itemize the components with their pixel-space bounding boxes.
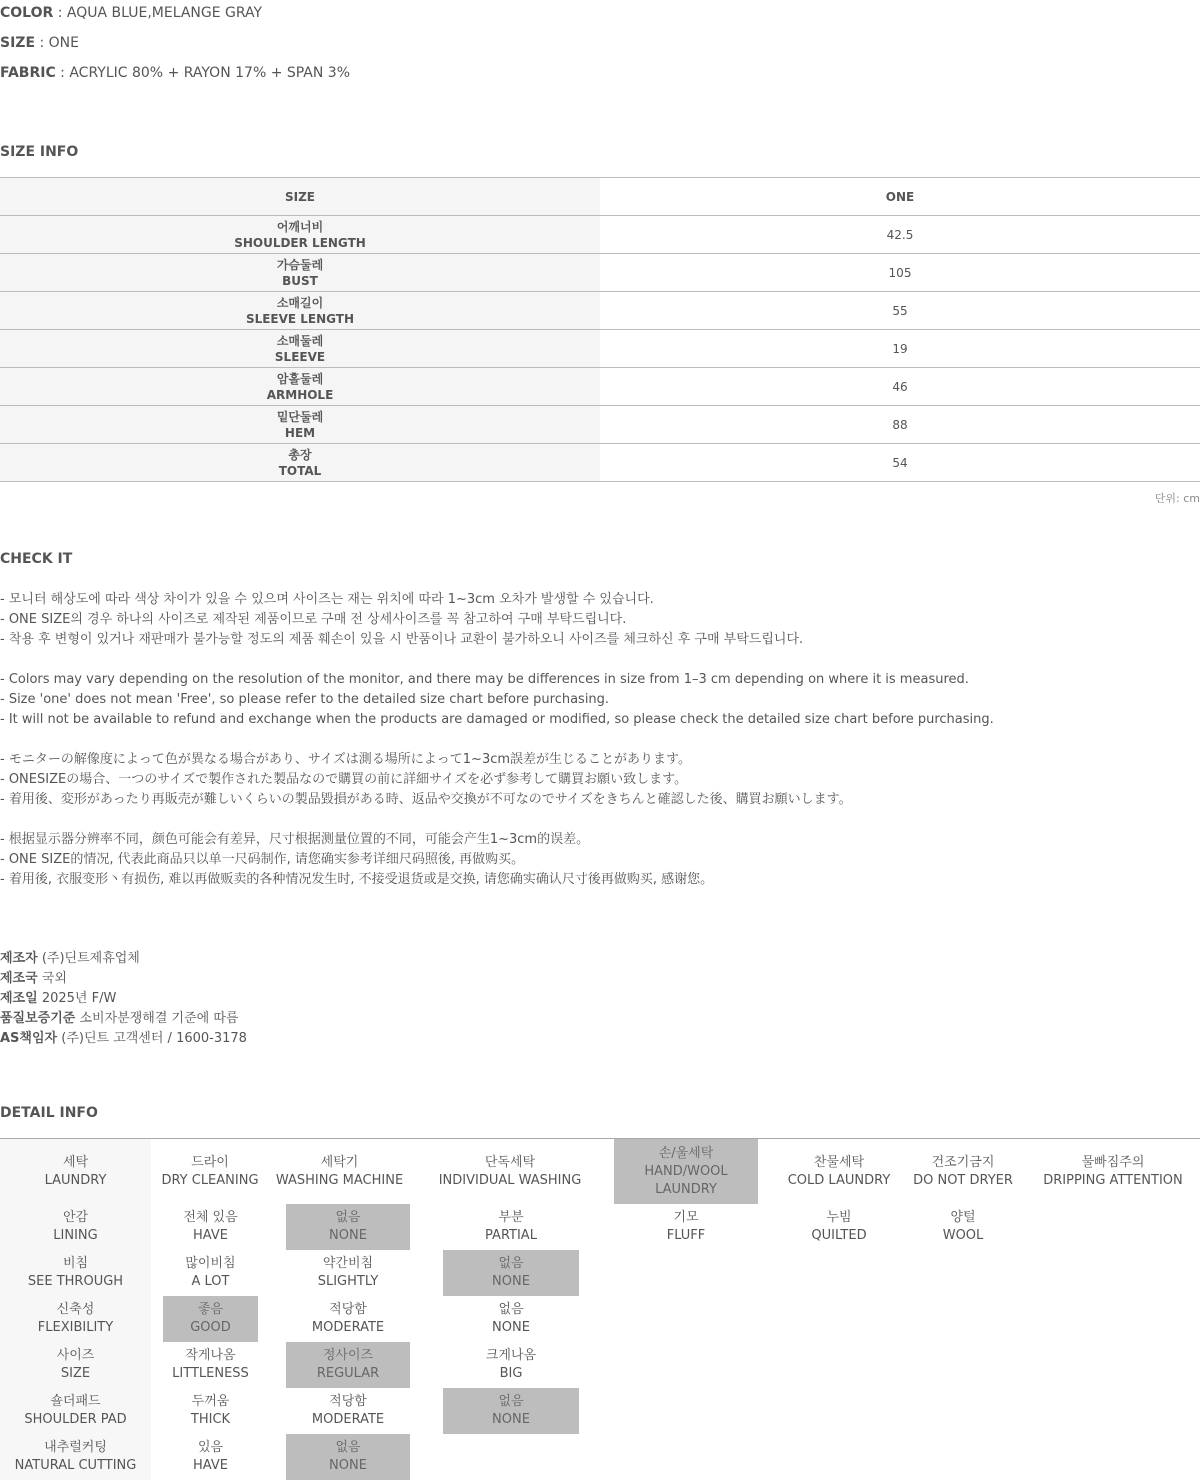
detail-option-ko: 약간비침	[322, 1256, 374, 1271]
detail-option-selected	[163, 1296, 258, 1342]
detail-option-en: WASHING MACHINE	[275, 1172, 404, 1188]
size-header-label: SIZE	[0, 178, 600, 215]
detail-option	[151, 1139, 269, 1204]
detail-option-selected	[286, 1434, 410, 1480]
size-row-label	[0, 368, 600, 405]
detail-option	[163, 1388, 258, 1434]
detail-row-header	[0, 1139, 151, 1204]
size-row-label	[0, 216, 600, 253]
detail-option	[758, 1204, 920, 1250]
detail-option-en: QUILTED	[811, 1228, 867, 1243]
detail-option-ko: 정사이즈	[322, 1348, 374, 1363]
detail-option	[1024, 1139, 1200, 1204]
size-table-row	[0, 216, 1200, 254]
detail-option-en: REGULAR	[316, 1366, 380, 1381]
detail-option-ko: 작게나옴	[185, 1348, 236, 1363]
detail-option-ko: 전체 있음	[183, 1210, 238, 1225]
spec-size	[0, 35, 79, 51]
size-row-label-ko: 가슴둘레	[276, 257, 324, 272]
spec-fabric	[0, 65, 350, 81]
check-line: - ONE SIZE的情况, 代表此商品只以单一尺码制作, 请您确实参考详细尺码照後, 再做购买。	[0, 852, 525, 867]
size-table-row	[0, 444, 1200, 482]
detail-option-en: NONE	[492, 1320, 530, 1335]
maker-value: 2025년 F/W	[37, 991, 117, 1006]
detail-option-en: DRY CLEANING	[161, 1172, 259, 1188]
detail-option-ko: 찬물세탁	[813, 1154, 865, 1170]
check-paragraph	[0, 670, 994, 730]
size-row-value: 105	[888, 265, 912, 280]
size-row-label-ko: 소매둘레	[276, 333, 324, 348]
size-info-title: SIZE INFO	[0, 144, 79, 160]
check-paragraph	[0, 830, 994, 890]
size-row-label-ko: 밑단둘레	[276, 409, 324, 424]
detail-row-header	[0, 1342, 151, 1388]
detail-option-en: HAVE	[193, 1458, 228, 1473]
detail-option-en: WOOL	[942, 1228, 984, 1243]
size-row-label-en: HEM	[284, 425, 316, 440]
maker-value: 국외	[37, 971, 67, 986]
check-line: - Colors may vary depending on the resolution of the monitor, and there may be differences in size from 1–3 cm depending on where it is measured.	[0, 672, 969, 687]
detail-option-ko: 없음	[335, 1440, 361, 1455]
size-row-label-en: BUST	[282, 273, 318, 288]
detail-option-en: MODERATE	[311, 1320, 385, 1335]
check-line: - モニターの解像度によって色が異なる場合があり、サイズは測る場所によって1~3cm誤差が生じることがあります。	[0, 752, 691, 767]
detail-option-ko: 부분	[498, 1210, 524, 1225]
maker-line	[0, 989, 247, 1009]
detail-option-ko: 없음	[498, 1256, 524, 1271]
detail-option-ko: 적당함	[329, 1302, 367, 1317]
maker-key: 제조국	[0, 971, 38, 986]
check-line: - ONE SIZE의 경우 하나의 사이즈로 제작된 제품이므로 구매 전 상세사이즈를 꼭 참고하여 구매 부탁드립니다.	[0, 612, 627, 627]
size-row-value: 46	[892, 379, 908, 394]
maker-key: 제조일	[0, 991, 38, 1006]
maker-line	[0, 969, 247, 989]
detail-header-ko: 비침	[62, 1256, 89, 1271]
check-it-notes	[0, 590, 994, 910]
size-row-label	[0, 406, 600, 443]
detail-option	[163, 1250, 258, 1296]
detail-option-en: MODERATE	[311, 1412, 385, 1427]
maker-key: 품질보증기준	[0, 1011, 76, 1026]
detail-option-en: DRIPPING ATTENTION	[1043, 1172, 1183, 1188]
detail-option	[443, 1342, 579, 1388]
size-row-label-en: TOTAL	[278, 463, 322, 478]
spec-value: : ACRYLIC 80% + RAYON 17% + SPAN 3%	[55, 65, 351, 81]
check-line: - ONESIZEの場合、一つのサイズで製作された製品なので購買の前に詳細サイズを必ず参考して購買お願い致します。	[0, 772, 688, 787]
detail-option	[443, 1296, 579, 1342]
detail-option	[758, 1139, 920, 1204]
detail-option-ko: 세탁기	[320, 1154, 359, 1170]
size-row-label	[0, 330, 600, 367]
detail-option-en: HAVE	[193, 1228, 228, 1243]
size-row-label-ko: 소매길이	[276, 295, 324, 310]
check-line: - 根据显示器分辨率不同，颜色可能会有差异，尺寸根据测量位置的不同，可能会产生1~3cm的误差。	[0, 832, 590, 847]
detail-option-selected	[443, 1388, 579, 1434]
maker-key: AS책임자	[0, 1031, 58, 1046]
size-row-label-ko: 어깨너비	[276, 219, 324, 234]
detail-row-header	[0, 1204, 151, 1250]
check-paragraph	[0, 750, 994, 810]
detail-info-grid	[0, 1138, 1200, 1480]
detail-option-en: LITTLENESS	[172, 1366, 249, 1381]
spec-key: COLOR	[0, 5, 54, 21]
detail-option-ko: 적당함	[329, 1394, 367, 1409]
detail-option-en: INDIVIDUAL WASHING	[438, 1172, 582, 1188]
detail-option-ko: 물빠짐주의	[1081, 1154, 1145, 1170]
spec-value: : ONE	[35, 35, 79, 51]
detail-option	[163, 1204, 258, 1250]
detail-option	[443, 1204, 579, 1250]
detail-header-en: SEE THROUGH	[27, 1274, 124, 1289]
detail-option	[910, 1204, 1016, 1250]
spec-color	[0, 5, 262, 21]
maker-value: (주)딘트 고객센터 / 1600-3178	[57, 1031, 247, 1046]
detail-option-en: COLD LAUNDRY	[787, 1172, 891, 1188]
size-row-label-ko: 암홀둘레	[276, 371, 324, 386]
check-paragraph	[0, 590, 994, 650]
size-row-label	[0, 292, 600, 329]
spec-key: FABRIC	[0, 65, 56, 81]
size-row-label	[0, 444, 600, 481]
size-table-header	[0, 178, 1200, 216]
maker-key: 제조자	[0, 951, 38, 966]
detail-row-header	[0, 1434, 151, 1480]
size-row-label	[0, 254, 600, 291]
check-line: - 着用後, 衣服变形丶有损伤, 难以再做贩卖的各种情况发生时, 不接受退货或是交换, 请您确实确认尺寸後再做购买, 感谢您。	[0, 872, 714, 887]
maker-value: 소비자분쟁해결 기준에 따름	[75, 1011, 239, 1026]
check-line: - 모니터 해상도에 따라 색상 차이가 있을 수 있으며 사이즈는 재는 위치에 따라 1~3cm 오차가 발생할 수 있습니다.	[0, 592, 654, 607]
detail-header-en: SIZE	[60, 1366, 91, 1381]
spec-value: : AQUA BLUE,MELANGE GRAY	[53, 5, 263, 21]
size-row-label-en: SLEEVE LENGTH	[245, 311, 355, 326]
detail-option	[163, 1342, 258, 1388]
detail-option-selected	[286, 1204, 410, 1250]
detail-header-en: NATURAL CUTTING	[14, 1458, 137, 1473]
detail-header-en: SHOULDER PAD	[24, 1412, 127, 1427]
detail-row-header	[0, 1250, 151, 1296]
size-table-row	[0, 368, 1200, 406]
unit-note: 단위: cm	[1154, 492, 1200, 505]
detail-option-ko: 많이비침	[185, 1256, 236, 1271]
detail-option	[286, 1250, 410, 1296]
detail-option-ko: 없음	[498, 1302, 524, 1317]
check-it-title: CHECK IT	[0, 551, 73, 567]
maker-value: (주)딘트제휴업체	[37, 951, 140, 966]
detail-option-ko: 두꺼움	[191, 1394, 230, 1409]
size-row-label-en: SHOULDER LENGTH	[234, 235, 366, 250]
size-table-row	[0, 406, 1200, 444]
size-table-row	[0, 254, 1200, 292]
detail-option	[163, 1434, 258, 1480]
detail-option	[614, 1204, 758, 1250]
detail-option	[286, 1296, 410, 1342]
size-row-label-en: ARMHOLE	[266, 387, 334, 402]
detail-header-ko: 세탁	[62, 1154, 89, 1170]
detail-option	[269, 1139, 410, 1204]
detail-option-ko: 없음	[498, 1394, 524, 1409]
maker-line	[0, 1029, 247, 1049]
detail-option-selected	[286, 1342, 410, 1388]
detail-option-selected	[443, 1250, 579, 1296]
detail-option-en: NONE	[492, 1274, 530, 1289]
detail-info-title: DETAIL INFO	[0, 1105, 98, 1121]
detail-option-ko: 있음	[197, 1440, 224, 1455]
size-row-value: 54	[892, 455, 908, 470]
size-table-row	[0, 292, 1200, 330]
detail-header-ko: 사이즈	[56, 1348, 95, 1363]
detail-row-header	[0, 1388, 151, 1434]
detail-option	[410, 1139, 610, 1204]
detail-option-en: HAND/WOOL LAUNDRY	[644, 1163, 728, 1197]
detail-option-ko: 기모	[673, 1210, 699, 1225]
detail-option-en: THICK	[190, 1412, 231, 1427]
detail-header-en: LINING	[53, 1228, 98, 1243]
size-row-label-ko: 총장	[288, 447, 312, 462]
maker-line	[0, 1009, 247, 1029]
detail-header-en: FLEXIBILITY	[37, 1320, 114, 1335]
check-line: - 착용 후 변형이 있거나 재판매가 불가능할 정도의 제품 훼손이 있을 시 반품이나 교환이 불가하오니 사이즈를 체크하신 후 구매 부탁드립니다.	[0, 632, 804, 647]
detail-option-ko: 단독세탁	[484, 1154, 536, 1170]
size-table-row	[0, 330, 1200, 368]
maker-line	[0, 949, 247, 969]
detail-option-ko: 없음	[335, 1210, 361, 1225]
detail-option	[286, 1388, 410, 1434]
detail-option-en: SLIGHTLY	[317, 1274, 379, 1289]
size-row-value: 55	[892, 303, 908, 318]
size-header-value: ONE	[885, 189, 915, 204]
detail-option-en: FLUFF	[666, 1228, 706, 1243]
maker-info	[0, 949, 247, 1049]
detail-option-ko: 건조기금지	[931, 1154, 995, 1170]
check-line: - It will not be available to refund and exchange when the products are damaged or modified, so please check the detailed size chart before purchasing.	[0, 712, 994, 727]
detail-option-en: GOOD	[190, 1320, 231, 1335]
detail-option-en: NONE	[329, 1458, 367, 1473]
detail-option-en: PARTIAL	[485, 1228, 537, 1243]
detail-header-ko: 신축성	[56, 1302, 95, 1317]
detail-option-selected	[614, 1139, 758, 1204]
detail-option-en: NONE	[492, 1412, 530, 1427]
detail-option-ko: 드라이	[191, 1154, 229, 1170]
detail-option-ko: 크게나옴	[485, 1348, 537, 1363]
detail-option-ko: 누빔	[826, 1210, 852, 1225]
detail-option-en: DO NOT DRYER	[913, 1172, 1013, 1188]
detail-header-ko: 내추럴커팅	[44, 1440, 107, 1455]
detail-option-ko: 손/울세탁	[658, 1145, 714, 1161]
check-line: - Size 'one' does not mean 'Free', so please refer to the detailed size chart before purchasing.	[0, 692, 610, 707]
size-row-value: 19	[892, 341, 908, 356]
size-row-value: 42.5	[886, 227, 914, 242]
detail-option-ko: 양털	[950, 1210, 976, 1225]
size-table	[0, 177, 1200, 482]
spec-key: SIZE	[0, 35, 36, 51]
detail-option-en: BIG	[499, 1366, 523, 1381]
detail-option	[910, 1139, 1016, 1204]
detail-header-ko: 숄더패드	[50, 1394, 101, 1409]
detail-option-ko: 좋음	[197, 1302, 224, 1317]
detail-option-en: A LOT	[191, 1274, 230, 1289]
size-row-label-en: SLEEVE	[274, 349, 326, 364]
detail-header-ko: 안감	[62, 1210, 89, 1225]
size-row-value: 88	[892, 417, 908, 432]
check-line: - 着用後、変形があったり再販売が難しいくらいの製品毀損がある時、返品や交換が不可なのでサイズをきちんと確認した後、購買お願いします。	[0, 792, 852, 807]
detail-header-en: LAUNDRY	[44, 1172, 107, 1188]
detail-option-en: NONE	[329, 1228, 367, 1243]
detail-row-header	[0, 1296, 151, 1342]
